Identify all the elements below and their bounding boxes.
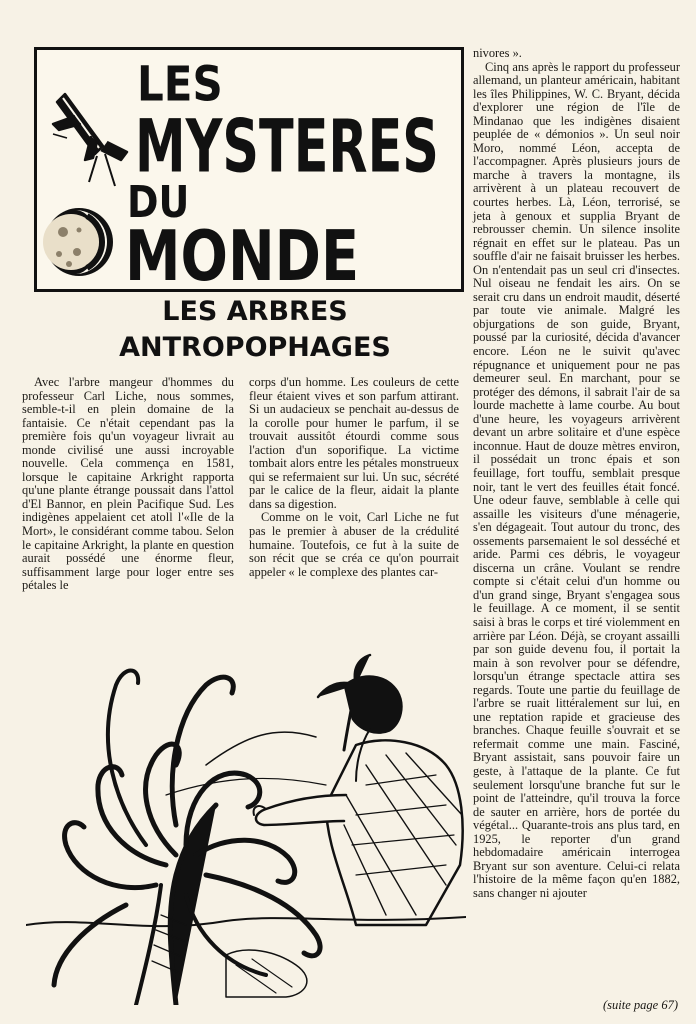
paragraph: Comme on le voit, Carl Liche ne fut pas le premier à abuser de la crédulité humaine. Toutefois, ce fut à la suite de son récit que se créa ce qu'on pourrait appeler « le complexe des plantes car- (249, 510, 459, 579)
paragraph: nivores ». (473, 46, 522, 60)
title-mysteres: MYSTERES (135, 102, 439, 190)
article-column-3 (473, 47, 680, 900)
subtitle-line-2: ANTROPOPHAGES (119, 332, 391, 363)
moon-icon (41, 202, 117, 282)
continued-note: (suite page 67) (603, 998, 678, 1012)
title-monde: MONDE (125, 215, 360, 298)
title-les: LES (137, 55, 223, 112)
rocket-icon (45, 86, 133, 196)
title-block (34, 47, 464, 298)
carnivorous-tree-illustration (26, 625, 466, 1005)
article-column-1 (22, 376, 234, 593)
paragraph: corps d'un homme. Les couleurs de cette fleur étaient vives et son parfum attirant. Si un audacieux se penchait au-dessus de la corolle pour humer le parfum, il se trouvait aussitôt étourdi comme sous l'action d'un soporifique. La victime tombait alors entre les pétales monstrueux qui se refermaient sur lui. Un suc, sécrété par le calice de la fleur, aidait la plante dans sa digestion. (249, 375, 459, 511)
paragraph: Avec l'arbre mangeur d'hommes du professeur Carl Liche, nous sommes, semble-t-il en plein domaine de la fantaisie. Ce n'était cependant pas la première fois qu'un voyageur livrait au monde civilisé une aussi incroyable nouvelle. Cela commença en 1581, lorsque le capitaine Arkright rapporta qu'une plante étrange poussait dans l'attol d'El Bannor, en plein Pacifique Sud. Les indigènes appelaient cet atoll l'«Ile de la Mort», le considérant comme tabou. Selon le capitaine Arkright, la plante en question aurait possédé une énorme fleur, suffisamment large pour loger entre ses pétales le (22, 375, 234, 593)
title-du: DU (127, 176, 190, 228)
paragraph: Cinq ans après le rapport du professeur allemand, un planteur américain, habitant les îles Philippines, W. C. Bryant, décida d'explorer une région de l'île de Mindanao que les indigènes disaient peuplée de « démonios ». Un seul noir Moro, nommé Léon, accepta de l'accompagner. Après plusieurs jours de marche à travers la montagne, ils arrivèrent à un plateau recouvert de courtes herbes. Là, Léon, terrorisé, se jeta à genoux et supplia Bryant de rebrousser chemin. Un silence insolite régnait en effet sur le plateau. Pas un souffle d'air ne faisait bruisser les herbes. On n'entendait pas un seul cri d'insectes. Nul oiseau ne fendait les airs. On se serait cru dans un endroit maudit, déserté par toute vie animale. Malgré les objurgations de son guide, Bryant, poussé par la curiosité, décida d'avancer encore. Léon ne le suivit qu'avec répugnance et uniquement pour ne pas demeurer seul. En marchant, pour se protéger des démons, il sabrait l'air de sa lourde machette à lame courbe. Au bout d'une heure, les voyageurs arrivèrent devant un arbre solitaire et d'une espèce inconnue. Haut de douze mètres environ, il possédait un tronc épais et son feuillage, fort touffu, semblait presque noir, tant le vert des feuilles était foncé. Une odeur fauve, semblable à celle qui assaille les visiteurs d'une ménagerie, s'en dégageait. Tout autour du tronc, des ossements parsemaient le sol desséché et aride. Parmi ces débris, le voyageur discerna un crâne. Voulant se rendre compte si c'était celui d'un homme ou d'un grand singe, Bryant s'engagea sous le feuillage. A ce moment, il se sentit saisi à bras le corps et tiré violemment en arrière par Léon. Déjà, se croyant assailli par son guide devenu fou, il portait la main à son revolver pour se défendre, lorsqu'un étrange spectacle attira ses regards. Toute une partie du feuillage de l'arbre se ruait littéralement sur lui, en une reptation rapide et gracieuse des branches. Chaque feuille s'ouvrait et se refermait comme une main. Fasciné, Bryant assistait, sans pouvoir faire un geste, à l'attaque de la plante. Ce fut seulement lorsqu'une branche fut sur le point de l'atteindre, qu'il trouva la force de sauter en arrière, hors de portée du végétal... Quarante-trois ans plus tard, en 1925, le reporter d'un grand hebdomadaire américain interrogea Bryant sur son aventure. Celui-ci relata l'histoire de la même façon qu'en 1882, sans changer ni ajouter (473, 59, 680, 900)
subtitle-line-1: LES ARBRES (162, 296, 348, 327)
article-column-2 (249, 376, 459, 579)
